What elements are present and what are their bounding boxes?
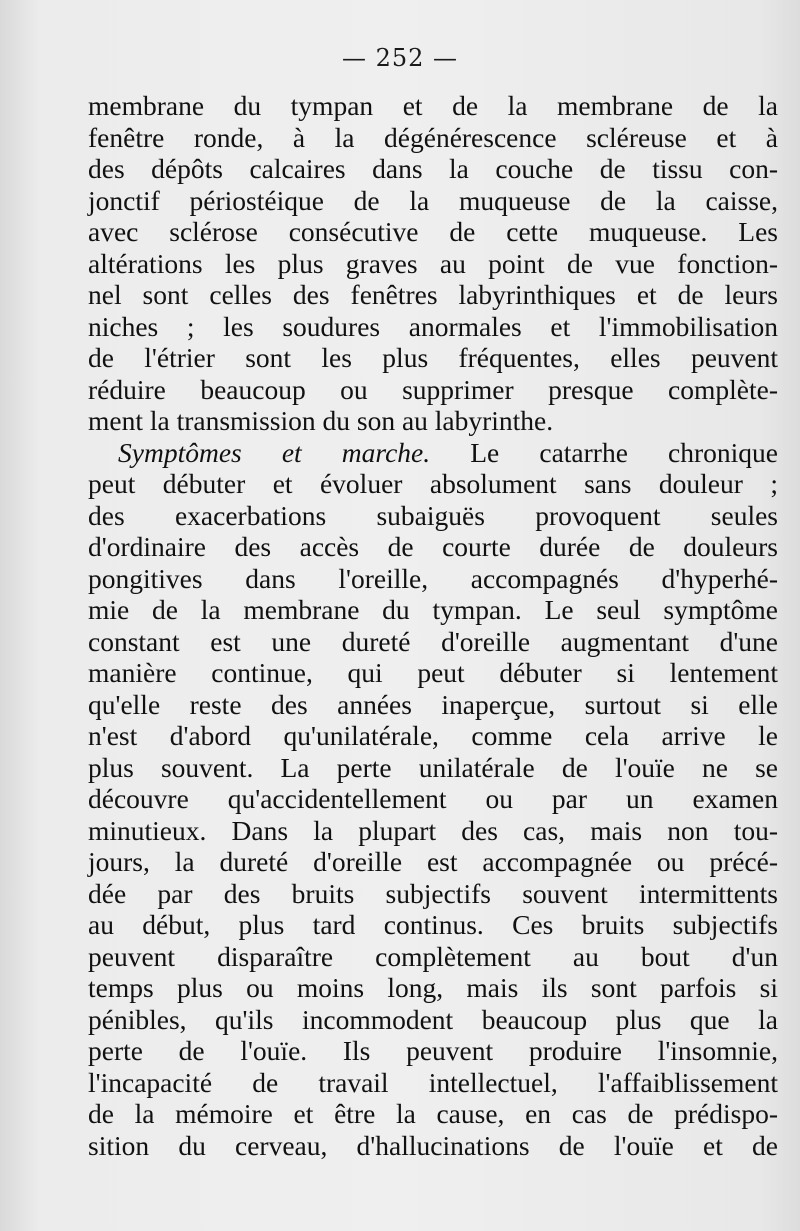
- text-line: avec sclérose consécutive de cette muqueuse. Les: [88, 216, 778, 247]
- text-line: temps plus ou moins long, mais ils sont parfois si: [88, 972, 778, 1003]
- text-line: réduire beaucoup ou supprimer presque complète-: [88, 373, 778, 405]
- text-fragment: Le catarrhe chronique: [430, 436, 778, 468]
- page-number: — 252 —: [341, 44, 459, 72]
- text-line: dée par des bruits subjectifs souvent intermittents: [88, 877, 778, 909]
- text-line: peut débuter et évoluer absolument sans douleur ;: [88, 468, 778, 499]
- text-line: qu'elle reste des années inaperçue, surtout si elle: [88, 688, 778, 720]
- text-line: altérations les plus graves au point de vue fonction-: [88, 247, 778, 279]
- page-body-text: [88, 90, 778, 1161]
- text-line: n'est d'abord qu'unilatérale, comme cela arrive le: [88, 720, 778, 751]
- text-line: pénibles, qu'ils incommodent beaucoup plus que la: [88, 1003, 778, 1035]
- text-line: pongitives dans l'oreille, accompagnés d'hyperhé-: [88, 562, 778, 594]
- text-line: niches ; les soudures anormales et l'immobilisation: [88, 310, 778, 342]
- text-line: mie de la membrane du tympan. Le seul symptôme: [88, 594, 778, 625]
- text-line: minutieux. Dans la plupart des cas, mais non tou-: [88, 814, 778, 846]
- text-line: au début, plus tard continus. Ces bruits subjectifs: [88, 909, 778, 940]
- paragraph-2-first-line: [88, 437, 778, 469]
- text-line: l'incapacité de travail intellectuel, l'affaiblissement: [88, 1066, 778, 1098]
- text-line: de la mémoire et être la cause, en cas de prédispo-: [88, 1098, 778, 1129]
- text-line: des exacerbations subaiguës provoquent seules: [88, 499, 778, 531]
- text-line: découvre qu'accidentellement ou par un examen: [88, 783, 778, 814]
- paragraph-1: [88, 90, 778, 437]
- text-line: manière continue, qui peut débuter si lentement: [88, 657, 778, 688]
- text-line: jonctif périostéique de la muqueuse de la caisse,: [88, 184, 778, 216]
- paragraph-2: [88, 437, 778, 1162]
- text-line: jours, la dureté d'oreille est accompagnée ou précé-: [88, 846, 778, 877]
- text-line: membrane du tympan et de la membrane de la: [88, 90, 778, 121]
- section-heading-italic: Symptômes et marche.: [118, 436, 431, 468]
- text-line: des dépôts calcaires dans la couche de tissu con-: [88, 153, 778, 184]
- text-line: nel sont celles des fenêtres labyrinthiques et de leurs: [88, 279, 778, 310]
- text-line: plus souvent. La perte unilatérale de l'ouïe ne se: [88, 751, 778, 783]
- text-line: fenêtre ronde, à la dégénérescence scléreuse et à: [88, 121, 778, 153]
- text-line: sition du cerveau, d'hallucinations de l'ouïe et de: [88, 1129, 778, 1161]
- text-line: de l'étrier sont les plus fréquentes, elles peuvent: [88, 342, 778, 373]
- text-line: d'ordinaire des accès de courte durée de douleurs: [88, 531, 778, 562]
- text-line: ment la transmission du son au labyrinthe.: [88, 405, 554, 436]
- text-line: peuvent disparaître complètement au bout d'un: [88, 940, 778, 972]
- text-line: perte de l'ouïe. Ils peuvent produire l'insomnie,: [88, 1035, 778, 1066]
- text-line: constant est une dureté d'oreille augmentant d'une: [88, 625, 778, 657]
